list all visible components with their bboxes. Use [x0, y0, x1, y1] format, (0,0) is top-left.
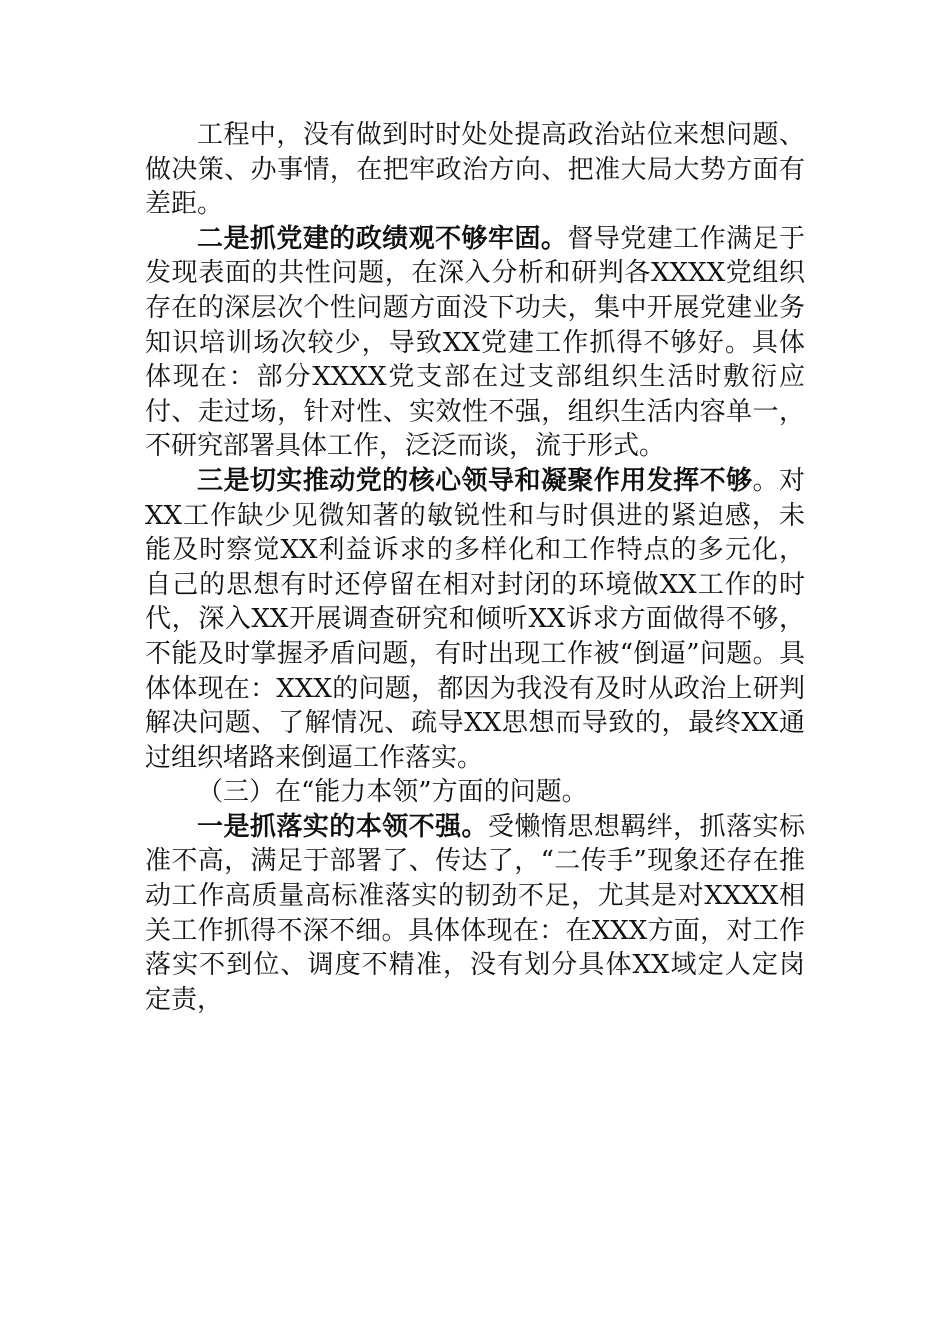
paragraph-1-text: 工程中，没有做到时时处处提高政治站位来想问题、做决策、办事情，在把牢政治方向、把准大局大势方面有差距。: [145, 120, 805, 220]
paragraph-3: [145, 464, 805, 775]
paragraph-2-lead: 二是抓党建的政绩观不够牢固。: [197, 223, 568, 254]
paragraph-2-text: 督导党建工作满足于发现表面的共性问题，在深入分析和研判各XXXX党组织存在的深层次个性问题方面没下功夫，集中开展党建业务知识培训场次较少，导致XX党建工作抓得不够好。具体体现在：部分XXXX党支部在过支部组织生活时敷衍应付、走过场，针对性、实效性不强，组织生活内容单一，不研究部署具体工作，泛泛而谈，流于形式。: [145, 223, 805, 462]
paragraph-1: [145, 118, 805, 222]
paragraph-3-text: 。对XX工作缺少见微知著的敏锐性和与时俱进的紧迫感，未能及时察觉XX利益诉求的多样化和工作特点的多元化，自己的思想有时还停留在相对封闭的环境做XX工作的时代，深入XX开展调查研究和倾听XX诉求方面做得不够，不能及时掌握矛盾问题，有时出现工作被“倒逼”问题。具体体现在：XXX的问题，都因为我没有及时从政治上研判解决问题、了解情况、疏导XX思想而导致的，最终XX通过组织堵路来倒逼工作落实。: [145, 465, 805, 773]
paragraph-3-lead: 三是切实推动党的核心领导和凝聚作用发挥不够: [197, 465, 753, 496]
paragraph-5-text: 受懒惰思想羁绊，抓落实标准不高，满足于部署了、传达了，“二传手”现象还存在推动工作高质量高标准落实的韧劲不足，尤其是对XXXX相关工作抓得不深不细。具体体现在：在XXX方面，对工作落实不到位、调度不精准，没有划分具体XX域定人定岗定责，: [145, 811, 805, 1015]
section-heading-text: （三）在“能力本领”方面的问题。: [197, 777, 588, 808]
paragraph-2: [145, 222, 805, 464]
paragraph-5: [145, 810, 805, 1018]
section-heading: [145, 775, 805, 810]
document-body: [145, 118, 805, 1017]
paragraph-5-lead: 一是抓落实的本领不强。: [197, 811, 488, 842]
